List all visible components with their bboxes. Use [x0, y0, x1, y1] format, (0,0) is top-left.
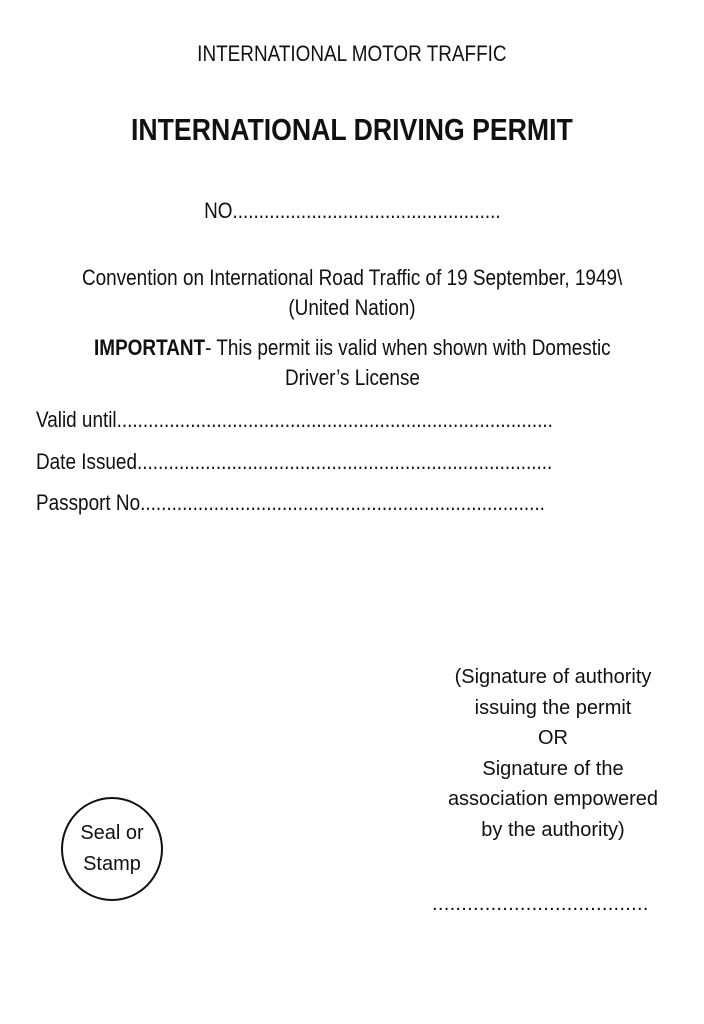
signature-caption-line: association empowered: [447, 788, 659, 810]
header-motor-traffic: INTERNATIONAL MOTOR TRAFFIC: [197, 41, 507, 66]
signature-caption-line: by the authority): [481, 818, 625, 841]
signature-caption-line: (Signature of authority: [454, 666, 652, 688]
permit-number-label: NO: [203, 198, 233, 223]
permit-number-field[interactable]: [0, 198, 704, 224]
valid-until-blank[interactable]: ...................................................................................: [116, 407, 553, 432]
permit-number-blank[interactable]: ...................................................: [232, 198, 501, 223]
seal-stamp-circle: [61, 797, 163, 901]
date-issued-field[interactable]: [36, 449, 636, 475]
signature-blank[interactable]: .....................................: [432, 893, 649, 915]
signature-caption-line: OR: [538, 727, 568, 749]
signature-caption-line: issuing the permit: [474, 696, 632, 719]
date-issued-label: Date Issued: [36, 449, 137, 474]
signature-caption-line: Signature of the: [482, 757, 624, 780]
valid-until-label: Valid until: [36, 407, 117, 432]
date-issued-blank[interactable]: ...............................................................................: [136, 449, 553, 474]
seal-label-line-2: Stamp: [83, 853, 141, 875]
signature-caption: [420, 662, 686, 845]
convention-line-2: (United Nation): [288, 295, 416, 320]
passport-no-blank[interactable]: .............................................................................: [140, 490, 545, 515]
important-label: IMPORTANT: [93, 335, 205, 360]
convention-line-1: Convention on International Road Traffic of 19 September, 1949\: [81, 265, 623, 290]
important-notice-line-2: Driver’s License: [284, 365, 420, 390]
page-title: INTERNATIONAL DRIVING PERMIT: [131, 112, 573, 147]
important-text: - This permit iis valid when shown with Domestic: [204, 335, 611, 360]
seal-label-line-1: Seal or: [80, 822, 144, 844]
important-notice-line-1: [0, 335, 704, 361]
valid-until-field[interactable]: [36, 407, 637, 433]
passport-no-label: Passport No: [36, 490, 141, 515]
passport-no-field[interactable]: [36, 490, 628, 516]
